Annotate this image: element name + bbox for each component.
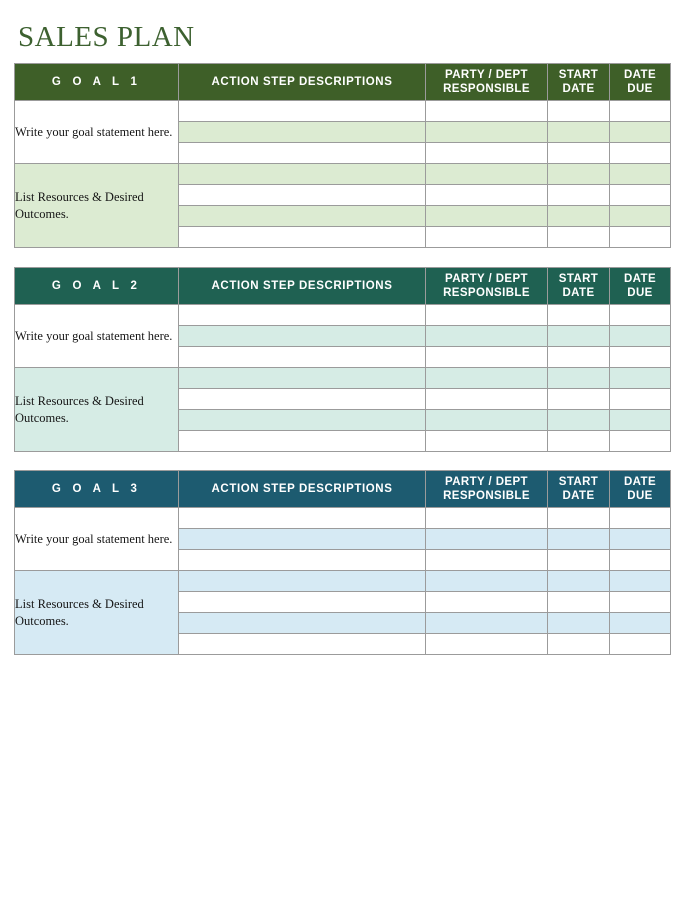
action-cell[interactable] <box>179 613 426 634</box>
column-header-party-line2: RESPONSIBLE <box>443 83 530 95</box>
party-cell[interactable] <box>426 431 548 452</box>
party-cell[interactable] <box>426 550 548 571</box>
goal-statement-cell-1[interactable]: Write your goal statement here. <box>15 101 179 164</box>
party-cell[interactable] <box>426 613 548 634</box>
goal-table-1-body <box>15 101 671 248</box>
action-cell[interactable] <box>179 550 426 571</box>
column-header-party-line2: RESPONSIBLE <box>443 287 530 299</box>
date-due-cell[interactable] <box>610 529 671 550</box>
action-cell[interactable] <box>179 185 426 206</box>
start-date-cell[interactable] <box>548 347 610 368</box>
goal-header-1: G O A L 1 <box>15 64 179 101</box>
action-cell[interactable] <box>179 164 426 185</box>
goal-table-2 <box>14 267 671 452</box>
date-due-cell[interactable] <box>610 613 671 634</box>
column-header-date-due <box>610 471 671 508</box>
column-header-due-line1: DATE <box>623 476 657 488</box>
column-header-start-line2: DATE <box>562 83 595 95</box>
start-date-cell[interactable] <box>548 206 610 227</box>
date-due-cell[interactable] <box>610 592 671 613</box>
date-due-cell[interactable] <box>610 389 671 410</box>
date-due-cell[interactable] <box>610 227 671 248</box>
action-cell[interactable] <box>179 634 426 655</box>
column-header-party-line1: PARTY / DEPT <box>445 273 528 285</box>
action-cell[interactable] <box>179 368 426 389</box>
party-cell[interactable] <box>426 326 548 347</box>
date-due-cell[interactable] <box>610 143 671 164</box>
resources-cell-3[interactable]: List Resources & Desired Outcomes. <box>15 571 179 655</box>
goal-statement-cell-2[interactable]: Write your goal statement here. <box>15 305 179 368</box>
action-cell[interactable] <box>179 592 426 613</box>
party-cell[interactable] <box>426 122 548 143</box>
date-due-cell[interactable] <box>610 305 671 326</box>
goal-table-2-header <box>15 268 671 305</box>
column-header-party-line2: RESPONSIBLE <box>443 490 530 502</box>
table-row <box>15 164 671 185</box>
start-date-cell[interactable] <box>548 185 610 206</box>
start-date-cell[interactable] <box>548 143 610 164</box>
start-date-cell[interactable] <box>548 529 610 550</box>
date-due-cell[interactable] <box>610 571 671 592</box>
goal-table-1-header <box>15 64 671 101</box>
party-cell[interactable] <box>426 101 548 122</box>
resources-cell-1[interactable]: List Resources & Desired Outcomes. <box>15 164 179 248</box>
page-title: SALES PLAN <box>18 21 195 53</box>
goal-table-3-header <box>15 471 671 508</box>
party-cell[interactable] <box>426 143 548 164</box>
column-header-due-line1: DATE <box>623 273 657 285</box>
start-date-cell[interactable] <box>548 326 610 347</box>
action-cell[interactable] <box>179 143 426 164</box>
action-cell[interactable] <box>179 122 426 143</box>
table-row <box>15 368 671 389</box>
column-header-action: ACTION STEP DESCRIPTIONS <box>179 268 426 305</box>
column-header-start-line2: DATE <box>562 490 595 502</box>
column-header-party-line1: PARTY / DEPT <box>445 69 528 81</box>
table-row <box>15 305 671 326</box>
start-date-cell[interactable] <box>548 550 610 571</box>
action-cell[interactable] <box>179 227 426 248</box>
date-due-cell[interactable] <box>610 368 671 389</box>
date-due-cell[interactable] <box>610 101 671 122</box>
date-due-cell[interactable] <box>610 164 671 185</box>
table-row <box>15 508 671 529</box>
action-cell[interactable] <box>179 206 426 227</box>
column-header-due-line2: DUE <box>627 490 653 502</box>
party-cell[interactable] <box>426 347 548 368</box>
column-header-start-line1: START <box>558 273 599 285</box>
goal-table-2-body <box>15 305 671 452</box>
action-cell[interactable] <box>179 101 426 122</box>
party-cell[interactable] <box>426 206 548 227</box>
date-due-cell[interactable] <box>610 410 671 431</box>
action-cell[interactable] <box>179 508 426 529</box>
column-header-party <box>426 471 548 508</box>
action-cell[interactable] <box>179 410 426 431</box>
start-date-cell[interactable] <box>548 101 610 122</box>
start-date-cell[interactable] <box>548 508 610 529</box>
date-due-cell[interactable] <box>610 634 671 655</box>
column-header-start-line2: DATE <box>562 287 595 299</box>
start-date-cell[interactable] <box>548 571 610 592</box>
start-date-cell[interactable] <box>548 305 610 326</box>
column-header-start-date <box>548 64 610 101</box>
date-due-cell[interactable] <box>610 326 671 347</box>
header-row <box>15 64 671 101</box>
action-cell[interactable] <box>179 529 426 550</box>
party-cell[interactable] <box>426 185 548 206</box>
date-due-cell[interactable] <box>610 206 671 227</box>
column-header-start-line1: START <box>558 476 599 488</box>
date-due-cell[interactable] <box>610 508 671 529</box>
column-header-party <box>426 268 548 305</box>
column-header-action: ACTION STEP DESCRIPTIONS <box>179 471 426 508</box>
action-cell[interactable] <box>179 389 426 410</box>
action-cell[interactable] <box>179 305 426 326</box>
action-cell[interactable] <box>179 431 426 452</box>
goal-table-3 <box>14 470 671 655</box>
party-cell[interactable] <box>426 227 548 248</box>
start-date-cell[interactable] <box>548 634 610 655</box>
column-header-due-line2: DUE <box>627 83 653 95</box>
party-cell[interactable] <box>426 571 548 592</box>
date-due-cell[interactable] <box>610 122 671 143</box>
column-header-party <box>426 64 548 101</box>
start-date-cell[interactable] <box>548 227 610 248</box>
party-cell[interactable] <box>426 389 548 410</box>
party-cell[interactable] <box>426 410 548 431</box>
column-header-start-date <box>548 268 610 305</box>
column-header-due-line2: DUE <box>627 287 653 299</box>
column-header-date-due <box>610 268 671 305</box>
column-header-start-line1: START <box>558 69 599 81</box>
column-header-party-line1: PARTY / DEPT <box>445 476 528 488</box>
party-cell[interactable] <box>426 368 548 389</box>
action-cell[interactable] <box>179 326 426 347</box>
date-due-cell[interactable] <box>610 347 671 368</box>
start-date-cell[interactable] <box>548 368 610 389</box>
goal-table-1 <box>14 63 671 248</box>
start-date-cell[interactable] <box>548 389 610 410</box>
date-due-cell[interactable] <box>610 431 671 452</box>
action-cell[interactable] <box>179 571 426 592</box>
party-cell[interactable] <box>426 508 548 529</box>
table-row <box>15 101 671 122</box>
goal-table-3-body <box>15 508 671 655</box>
table-row <box>15 571 671 592</box>
party-cell[interactable] <box>426 164 548 185</box>
party-cell[interactable] <box>426 592 548 613</box>
party-cell[interactable] <box>426 305 548 326</box>
resources-cell-2[interactable]: List Resources & Desired Outcomes. <box>15 368 179 452</box>
header-row <box>15 471 671 508</box>
start-date-cell[interactable] <box>548 613 610 634</box>
start-date-cell[interactable] <box>548 592 610 613</box>
party-cell[interactable] <box>426 529 548 550</box>
column-header-start-date <box>548 471 610 508</box>
start-date-cell[interactable] <box>548 410 610 431</box>
goal-header-3: G O A L 3 <box>15 471 179 508</box>
party-cell[interactable] <box>426 634 548 655</box>
date-due-cell[interactable] <box>610 550 671 571</box>
column-header-due-line1: DATE <box>623 69 657 81</box>
column-header-date-due <box>610 64 671 101</box>
start-date-cell[interactable] <box>548 122 610 143</box>
action-cell[interactable] <box>179 347 426 368</box>
date-due-cell[interactable] <box>610 185 671 206</box>
header-row <box>15 268 671 305</box>
goal-statement-cell-3[interactable]: Write your goal statement here. <box>15 508 179 571</box>
column-header-action: ACTION STEP DESCRIPTIONS <box>179 64 426 101</box>
start-date-cell[interactable] <box>548 164 610 185</box>
start-date-cell[interactable] <box>548 431 610 452</box>
goal-header-2: G O A L 2 <box>15 268 179 305</box>
